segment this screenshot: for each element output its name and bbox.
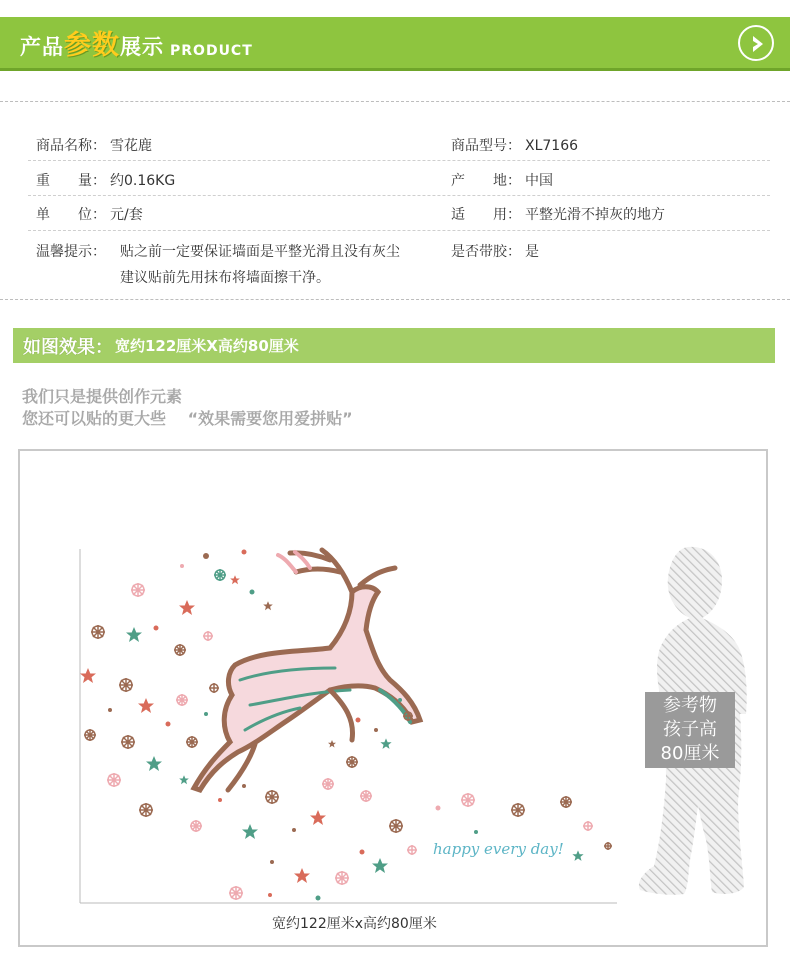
snowflake-icon <box>84 729 96 741</box>
snowflake-icon <box>346 756 358 768</box>
star-icon <box>263 601 273 610</box>
snowflake-icon <box>91 625 105 639</box>
snowflake-icon <box>335 871 349 885</box>
spec-model-value: XL7166 <box>525 138 579 154</box>
banner-title-part2: 参数 <box>64 30 120 61</box>
kid-line2: 孩子高 <box>663 719 717 740</box>
spec-unit-value: 元/套 <box>110 207 143 223</box>
spec-origin-label: 产 地： <box>451 173 521 189</box>
spec-use-label: 适 用： <box>451 207 521 223</box>
spec-unit-label: 单 位： <box>36 207 106 223</box>
snowflake-icon <box>203 631 213 641</box>
star-icon <box>310 810 326 825</box>
spec-weight-value: 约0.16KG <box>110 173 176 189</box>
kid-line1: 参考物 <box>663 695 717 716</box>
effect-title: 如图效果： <box>23 336 113 358</box>
illustration-caption: 宽约122厘米x高约80厘米 <box>272 916 437 932</box>
spec-glue-value: 是 <box>525 244 539 260</box>
star-icon <box>372 858 388 873</box>
snowflake-icon <box>121 735 135 749</box>
deer-icon <box>194 550 420 790</box>
snowflake-icon <box>389 819 403 833</box>
spec-glue-label: 是否带胶： <box>451 244 521 260</box>
snowflake-icon <box>209 683 219 693</box>
star-icons <box>80 575 584 883</box>
star-icon <box>138 698 154 713</box>
snowflake-icon <box>119 678 133 692</box>
snowflake-icon <box>174 644 186 656</box>
effect-size: 宽约122厘米X高约80厘米 <box>115 337 299 355</box>
star-icon <box>146 756 162 771</box>
star-icon <box>230 575 240 584</box>
snowflake-icon <box>583 821 593 831</box>
star-icon <box>294 868 310 883</box>
snowflake-icon <box>107 773 121 787</box>
banner-title-part3: 展示 <box>120 35 164 59</box>
snowflake-icon <box>229 886 243 900</box>
snowflake-icon <box>604 842 612 850</box>
spec-tip-line1: 贴之前一定要保证墙面是平整光滑且没有灰尘 <box>120 244 400 260</box>
snowflake-icon <box>214 569 226 581</box>
snowflake-icon <box>407 845 417 855</box>
snowflake-icon <box>186 736 198 748</box>
spec-weight-label: 重 量： <box>36 173 106 189</box>
snowflake-icon <box>360 790 372 802</box>
snowflake-icon <box>190 820 202 832</box>
banner-title-en: PRODUCT <box>170 43 253 59</box>
child-reference-label <box>645 692 735 768</box>
snowflake-icon <box>139 803 153 817</box>
star-icon <box>80 668 96 683</box>
spec-name-label: 商品名称： <box>36 138 106 154</box>
spec-use-value: 平整光滑不掉灰的地方 <box>525 207 665 223</box>
banner-title-part1: 产品 <box>20 35 64 59</box>
snowflake-icon <box>322 778 334 790</box>
star-icon <box>380 738 391 749</box>
star-icon <box>179 775 189 784</box>
star-icon <box>572 850 583 861</box>
star-icon <box>242 824 258 839</box>
snowflake-icon <box>176 694 188 706</box>
kid-line3: 80厘米 <box>660 743 720 764</box>
slogan-line2: 您还可以贴的更大些 “效果需要您用爱拼贴” <box>22 409 353 428</box>
spec-tip-line2: 建议贴前先用抹布将墙面擦干净。 <box>120 270 330 286</box>
snowflake-icon <box>461 793 475 807</box>
snowflake-icon <box>131 583 145 597</box>
star-icon <box>179 600 195 615</box>
spec-model-label: 商品型号： <box>451 138 521 154</box>
happy-text: happy every day! <box>433 840 564 858</box>
slogan-line1: 我们只是提供创作元素 <box>22 387 183 406</box>
star-icon <box>126 627 142 642</box>
spec-tip-label: 温馨提示： <box>36 244 106 260</box>
snowflake-icon <box>560 796 572 808</box>
confetti-dots <box>108 550 478 901</box>
snowflake-icon <box>511 803 525 817</box>
star-icon <box>328 740 336 748</box>
snowflake-icon <box>265 790 279 804</box>
spec-name-value: 雪花鹿 <box>110 138 152 154</box>
spec-origin-value: 中国 <box>525 173 553 189</box>
